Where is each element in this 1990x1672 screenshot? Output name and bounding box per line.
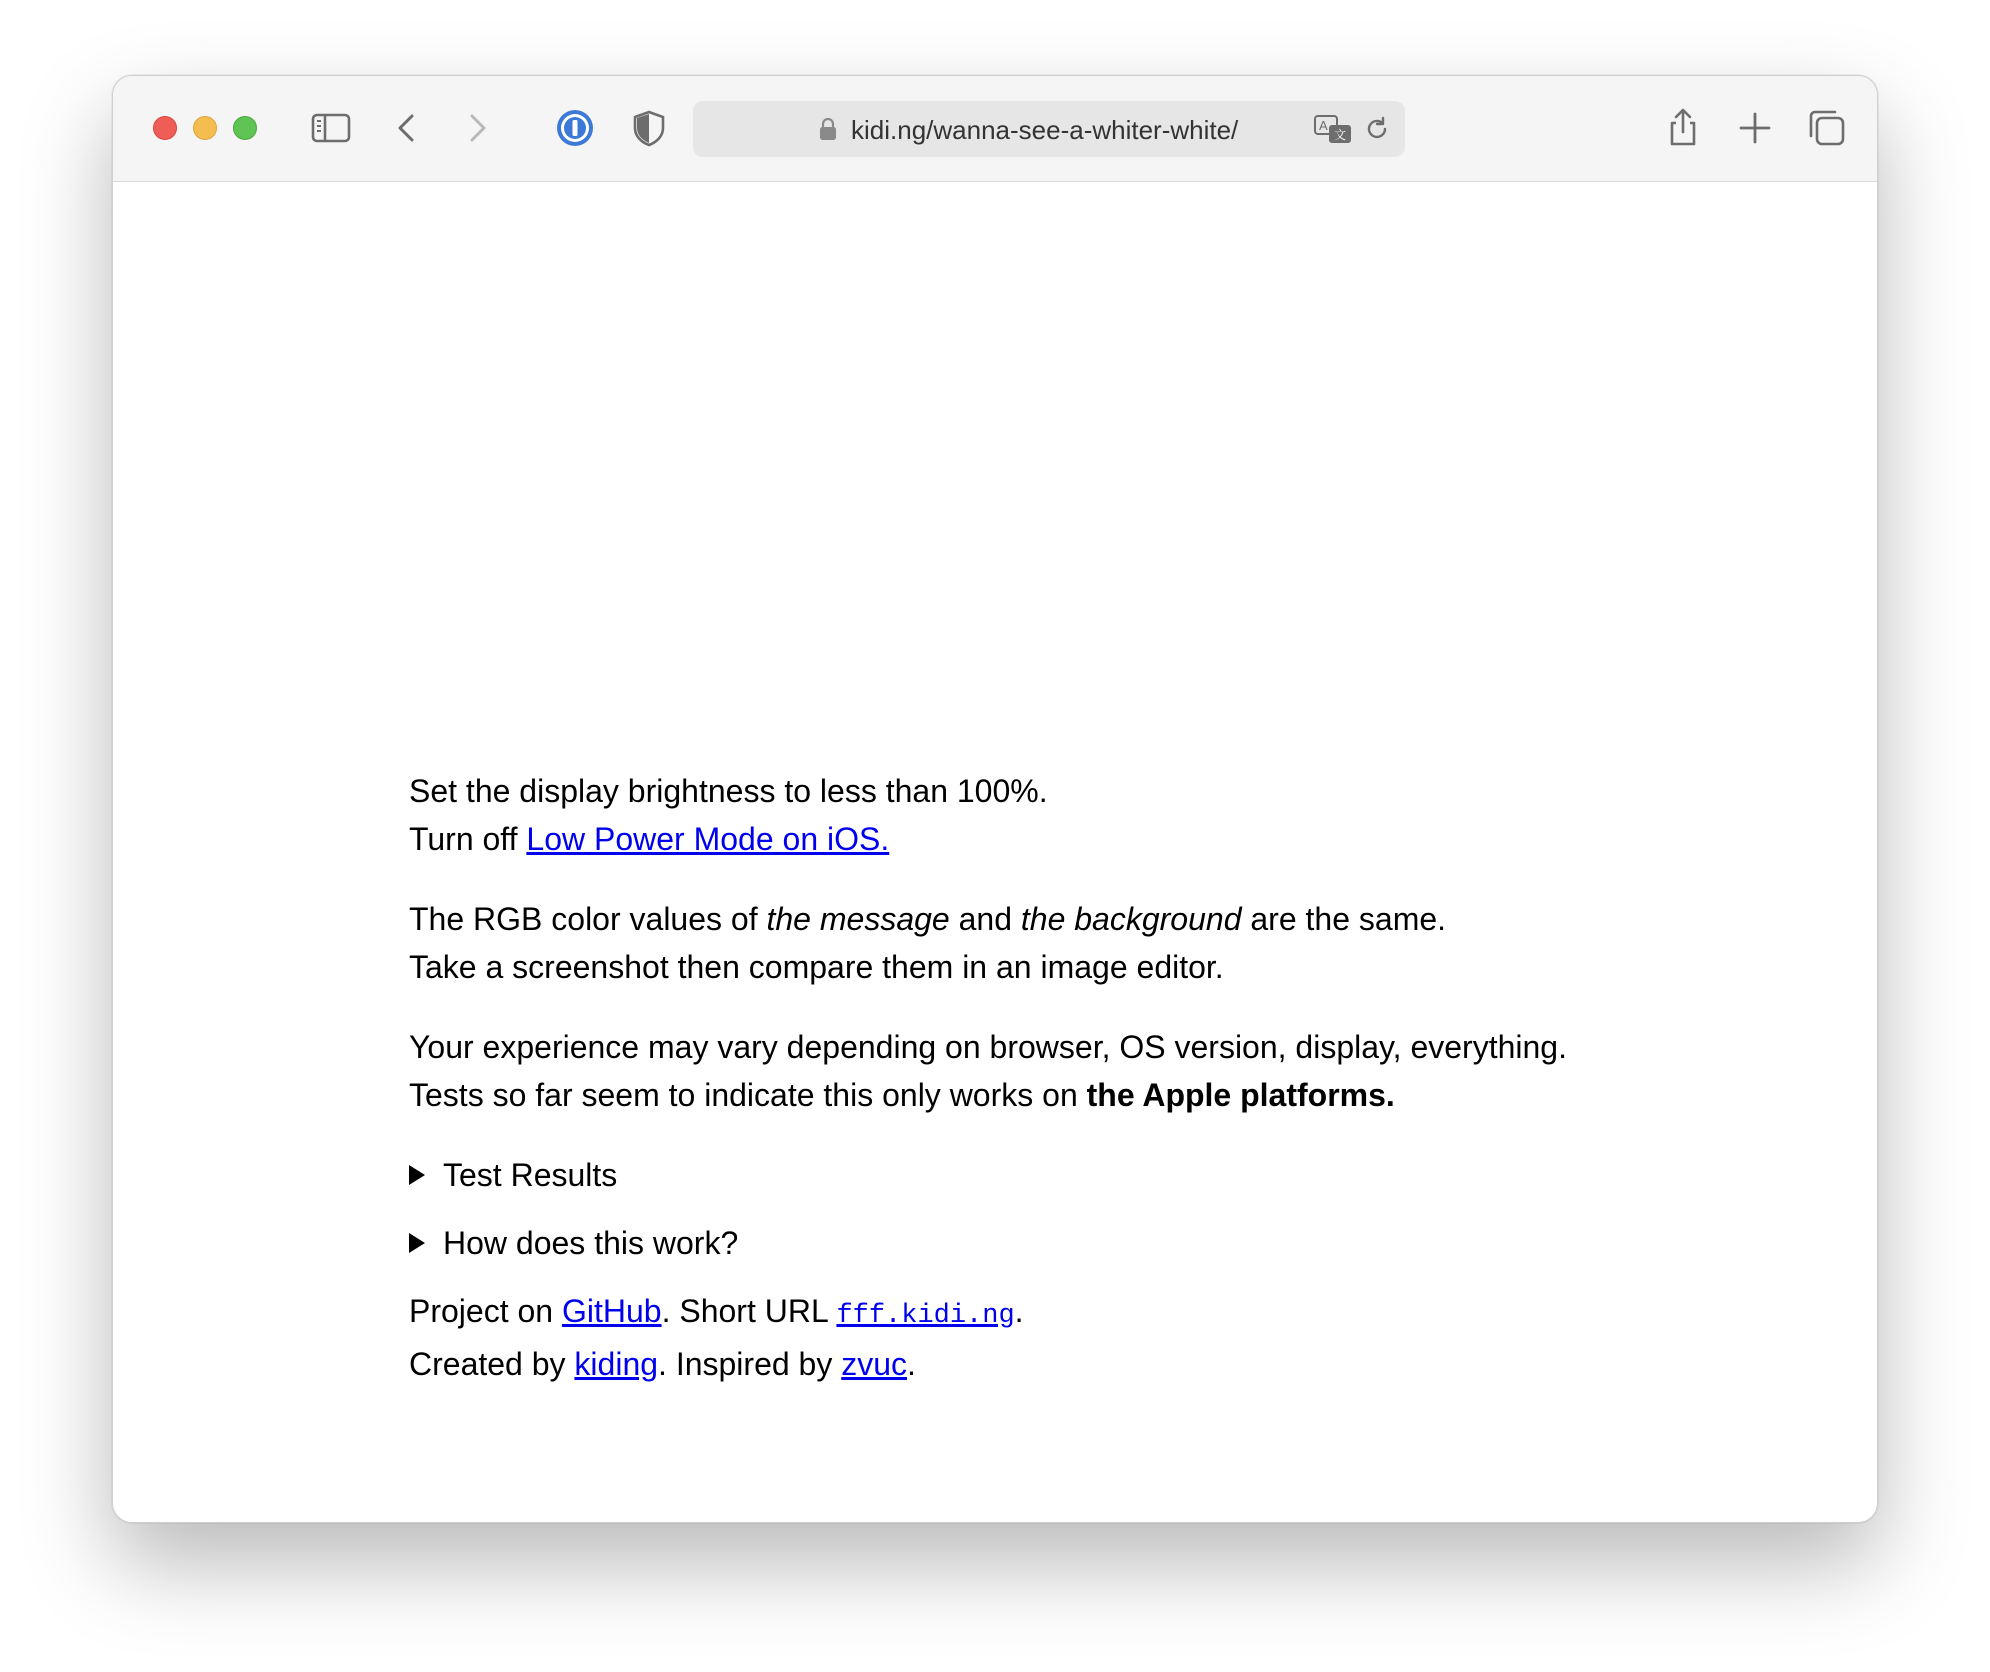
page-content — [113, 182, 1877, 1523]
footer-credits: Project on GitHub. Short URL fff.kidi.ng. Created by kiding. Inspired by zvuc. — [409, 1293, 1024, 1382]
test-results-disclosure[interactable]: Test Results — [409, 1151, 1709, 1199]
zvuc-link[interactable]: zvuc — [841, 1346, 908, 1382]
disclosure-triangle-icon — [409, 1165, 425, 1185]
browser-window — [112, 75, 1878, 1523]
disclosure-triangle-icon — [409, 1233, 425, 1253]
share-icon[interactable] — [1661, 106, 1705, 150]
lock-icon — [819, 117, 837, 141]
svg-text:文: 文 — [1334, 128, 1347, 142]
github-link[interactable]: GitHub — [561, 1293, 662, 1329]
message-text-block — [409, 767, 1709, 1420]
tab-overview-icon[interactable] — [1805, 106, 1849, 150]
translate-icon[interactable] — [1313, 113, 1353, 145]
minimize-button[interactable] — [193, 116, 217, 140]
reload-icon[interactable] — [1363, 115, 1391, 143]
close-button[interactable] — [153, 116, 177, 140]
address-bar[interactable] — [693, 101, 1405, 157]
sidebar-icon[interactable] — [309, 106, 353, 150]
experience-note: Your experience may vary depending on browser, OS version, display, everything. Tests so far seem to indicate this only works on the Apple platforms. — [409, 1029, 1567, 1113]
privacy-shield-icon[interactable] — [627, 106, 671, 150]
url-text: kidi.ng/wanna-see-a-whiter-white/ — [851, 115, 1239, 145]
new-tab-icon[interactable] — [1733, 106, 1777, 150]
browser-toolbar — [113, 76, 1877, 182]
password-manager-icon[interactable] — [553, 106, 597, 150]
how-does-this-work-disclosure[interactable]: How does this work? — [409, 1219, 1709, 1267]
back-icon[interactable] — [385, 106, 429, 150]
rgb-explanation: The RGB color values of the message and the background are the same. Take a screenshot then compare them in an image editor. — [409, 901, 1447, 985]
svg-text:A: A — [1319, 118, 1328, 133]
short-url-link[interactable]: fff.kidi.ng — [836, 1301, 1015, 1331]
forward-icon[interactable] — [455, 106, 499, 150]
zoom-button[interactable] — [233, 116, 257, 140]
low-power-mode-link[interactable]: Low Power Mode on iOS. — [526, 821, 890, 857]
kiding-link[interactable]: kiding — [574, 1346, 659, 1382]
brightness-instructions: Set the display brightness to less than 100%. Turn off Low Power Mode on iOS. — [409, 773, 1048, 857]
